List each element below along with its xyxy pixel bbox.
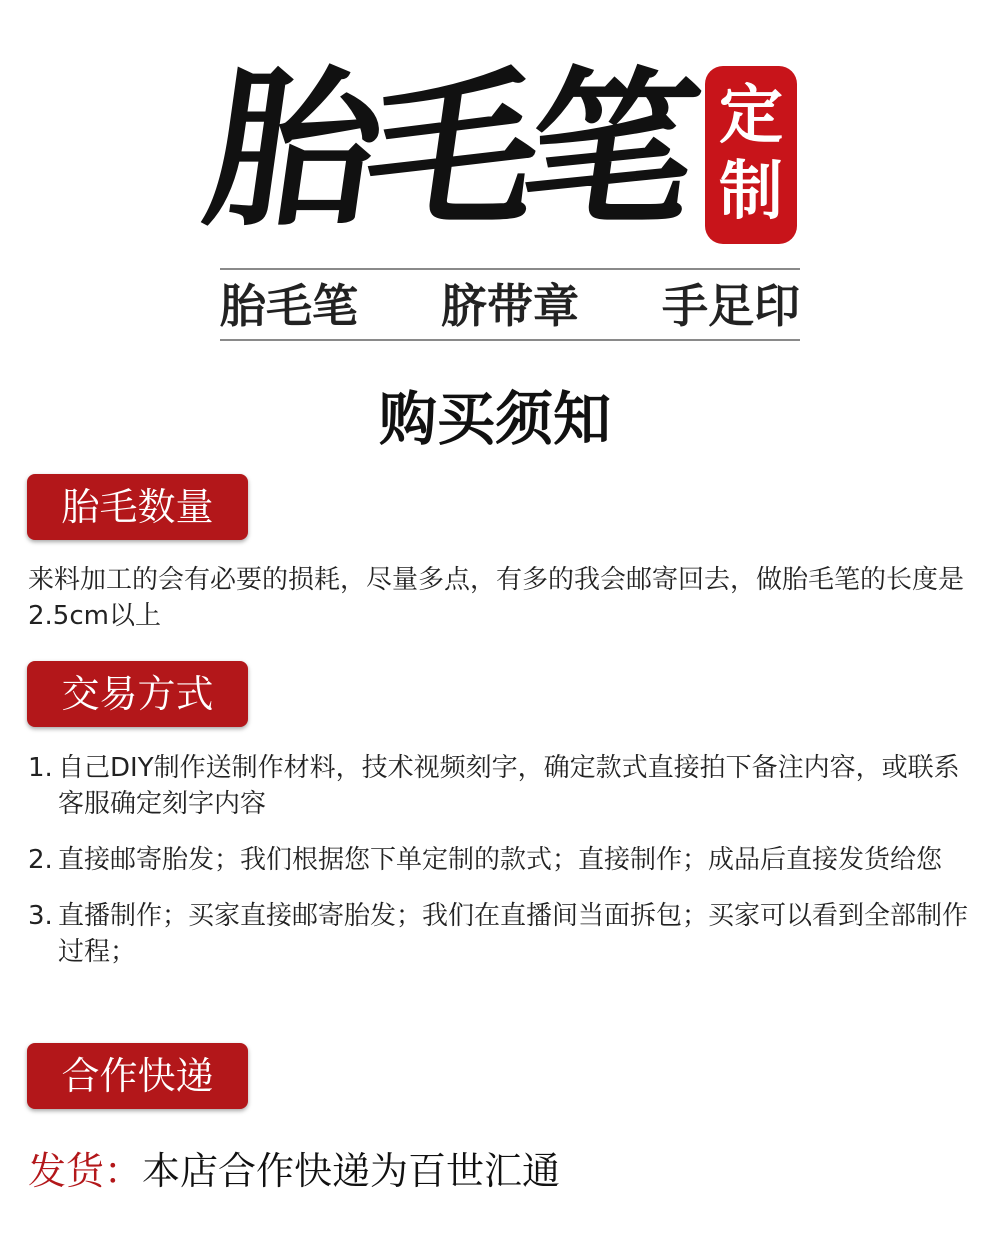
badge-char-2: 制 [719, 154, 783, 229]
page-title: 购买须知 [378, 385, 611, 453]
list-item-text: 直接邮寄胎发；我们根据您下单定制的款式；直接制作；成品后直接发货给您 [58, 845, 943, 875]
tagline-item-1: 胎毛笔 [220, 279, 358, 333]
shipping-text: 本店合作快递为百世汇通 [142, 1149, 561, 1193]
section-heading-quantity: 胎毛数量 [27, 474, 248, 540]
quantity-paragraph: 来料加工的会有必要的损耗，尽量多点，有多的我会邮寄回去，做胎毛笔的长度是2.5cm以上 [28, 565, 965, 631]
list-item-text: 直播制作；买家直接邮寄胎发；我们在直播间当面拆包；买家可以看到全部制作过程； [58, 901, 969, 967]
trade-list [28, 750, 968, 990]
list-item-text: 自己DIY制作送制作材料，技术视频刻字，确定款式直接拍下备注内容，或联系客服确定刻字内容 [58, 753, 960, 819]
custom-badge [705, 66, 797, 244]
tagline-item-2: 脐带章 [441, 279, 579, 333]
list-item [28, 898, 968, 970]
list-item-number: 1. [28, 753, 53, 783]
logo [0, 40, 990, 270]
tagline [220, 272, 800, 334]
list-item [28, 750, 968, 822]
tagline-item-3: 手足印 [662, 279, 800, 333]
list-item-number: 3. [28, 901, 53, 931]
list-item-number: 2. [28, 845, 53, 875]
list-item [28, 842, 968, 878]
shipping-label: 发货： [28, 1149, 143, 1193]
badge-char-1: 定 [719, 78, 783, 153]
section-heading-express: 合作快递 [27, 1043, 248, 1109]
logo-calligraphy: 胎毛笔 [195, 50, 699, 250]
shipping-line [28, 1144, 560, 1198]
divider-bottom [220, 339, 800, 341]
section-heading-trade: 交易方式 [27, 661, 248, 727]
